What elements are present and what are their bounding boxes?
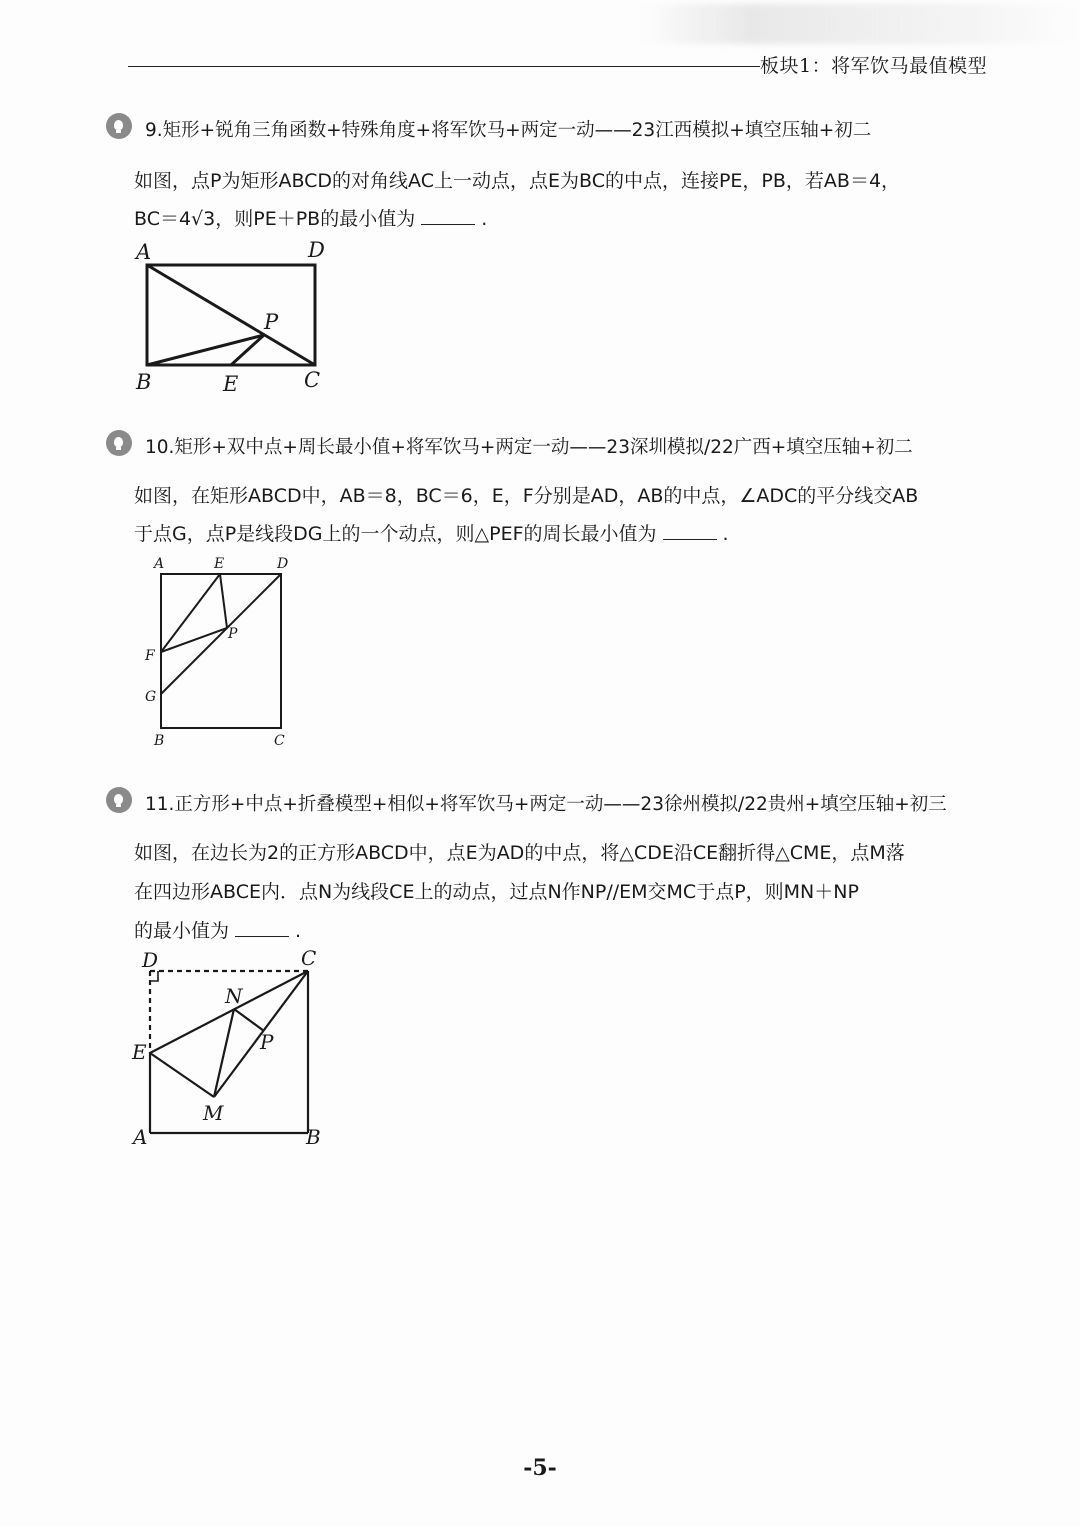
question-9-title: 9.矩形+锐角三角函数+特殊角度+将军饮马+两定一动——23江西模拟+填空压轴+初二 <box>145 120 872 141</box>
label-n: N <box>225 984 243 1008</box>
label-m: M <box>203 1101 224 1125</box>
question-10-title: 10.矩形+双中点+周长最小值+将军饮马+两定一动——23深圳模拟/22广西+填空压轴+初二 <box>145 437 913 458</box>
question-9-line-1: 如图，点P为矩形ABCD的对角线AC上一动点，点E为BC的中点，连接PE，PB，若AB＝4， <box>134 170 901 192</box>
question-10-figure <box>140 552 300 752</box>
label-e: E <box>132 1040 147 1064</box>
segment-np <box>234 1009 264 1031</box>
label-p: P <box>228 626 238 642</box>
label-d: D <box>308 238 325 262</box>
lightbulb-icon <box>106 430 132 456</box>
question-11-line-1: 如图，在边长为2的正方形ABCD中，点E为AD的中点，将△CDE沿CE翻折得△CME，点M落 <box>134 842 905 864</box>
label-b: B <box>306 1125 321 1149</box>
question-11-line-3: 的最小值为 <box>134 920 230 942</box>
label-f: F <box>145 648 155 664</box>
label-d: D <box>277 556 289 572</box>
question-11-figure <box>128 945 338 1150</box>
diagonal-ac <box>147 265 315 365</box>
page-number: -5- <box>523 1455 557 1481</box>
question-10-end: . <box>722 523 729 545</box>
rectangle-abcd <box>161 574 281 728</box>
bisector-dg <box>161 574 281 694</box>
question-11-line-2: 在四边形ABCE内．点N为线段CE上的动点，过点N作NP//EM交MC于点P，则MN＋NP <box>134 881 859 903</box>
label-c: C <box>301 946 317 970</box>
question-10-line-2-wrap <box>134 519 729 546</box>
label-c: C <box>274 733 285 749</box>
answer-blank <box>663 525 717 540</box>
label-e: E <box>214 556 225 572</box>
question-11-line-3-wrap <box>134 916 301 943</box>
header-title: 板块1：将军饮马最值模型 <box>760 55 988 77</box>
label-a: A <box>136 240 152 264</box>
right-angle-mark <box>150 971 158 981</box>
segment-ep <box>220 574 227 628</box>
question-11-end: . <box>295 920 302 942</box>
lightbulb-icon <box>106 787 132 813</box>
label-d: D <box>142 948 159 972</box>
label-e: E <box>223 372 239 396</box>
label-p: P <box>260 1030 274 1054</box>
question-9-line-2: BC＝4√3，则PE＋PB的最小值为 <box>134 208 416 230</box>
segment-em <box>150 1053 214 1097</box>
label-a: A <box>154 556 165 572</box>
question-11-title: 11.正方形+中点+折叠模型+相似+将军饮马+两定一动——23徐州模拟/22贵州+填空压轴+初三 <box>145 794 947 815</box>
question-10-line-1: 如图，在矩形ABCD中，AB＝8，BC＝6，E，F分别是AD，AB的中点，∠ADC的平分线交AB <box>134 485 919 507</box>
label-c: C <box>304 368 321 392</box>
question-9-end: . <box>481 208 488 230</box>
label-p: P <box>264 310 279 334</box>
label-g: G <box>145 689 157 705</box>
label-b: B <box>136 370 152 394</box>
question-9-figure <box>128 235 338 400</box>
answer-blank <box>421 210 475 225</box>
question-10-line-2: 于点G，点P是线段DG上的一个动点，则△PEF的周长最小值为 <box>134 523 657 545</box>
label-a: A <box>133 1125 148 1149</box>
answer-blank <box>235 922 289 937</box>
header-rule <box>128 66 760 67</box>
lightbulb-icon <box>106 113 132 139</box>
label-b: B <box>154 733 165 749</box>
question-9-line-2-wrap <box>134 204 487 231</box>
scan-smudge <box>640 4 1080 44</box>
